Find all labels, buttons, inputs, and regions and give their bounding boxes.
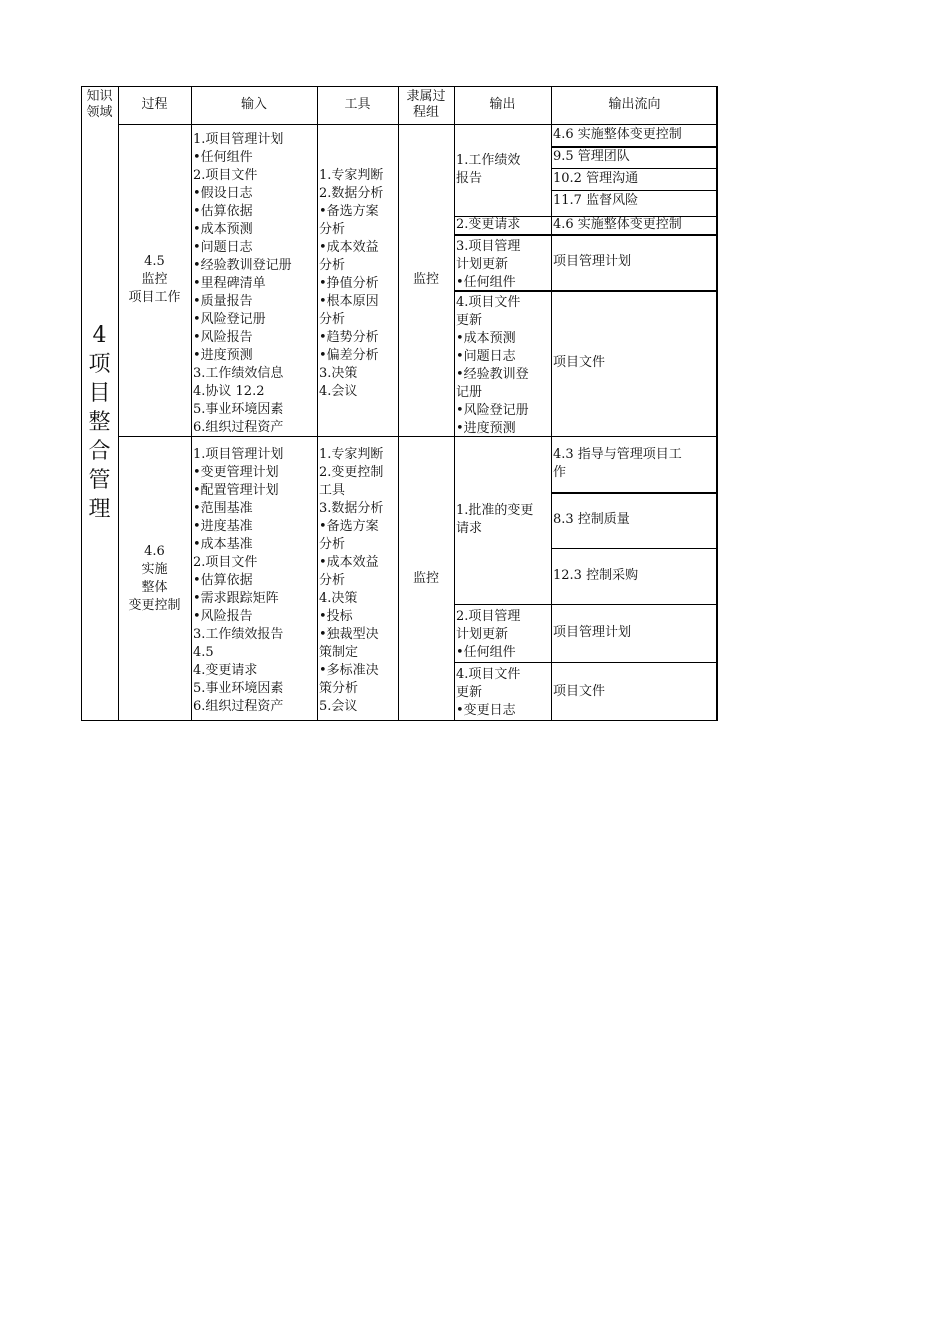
grid-line — [191, 86, 192, 721]
flow-docs-update-4-5: 项目文件 — [553, 355, 606, 370]
output-plan-update-4-6: 2.项目管理 计划更新 •任何组件 — [456, 609, 521, 660]
flow-8-3: 8.3 控制质量 — [553, 512, 630, 527]
grid-line — [454, 86, 455, 721]
flow-10-2: 10.2 管理沟通 — [553, 171, 639, 186]
output-docs-update-4-6: 4.项目文件 更新 •变更日志 — [456, 667, 521, 718]
flow-9-5: 9.5 管理团队 — [553, 149, 630, 164]
grid-line — [454, 604, 718, 605]
knowledge-area-label: 4 项 目 整 合 管 理 — [88, 323, 111, 522]
inputs-4-6: 1.项目管理计划 •变更管理计划 •配置管理计划 •范围基准 •进度基准 •成本基准 2.项目文件 •估算依据 •需求跟踪矩阵 •风险报告 3.工作绩效报告 4.5 4.变更请求 5.事业环境因素 6.组织过程资产 — [193, 447, 284, 714]
group-4-6: 监控 — [412, 570, 439, 586]
process-4-6: 4.6 实施 整体 变更控制 — [128, 543, 181, 613]
flow-plan-update-4-6: 项目管理计划 — [553, 625, 632, 640]
header-process: 过程 — [141, 97, 168, 112]
output-change-request: 2.变更请求 — [456, 217, 521, 232]
output-docs-update-4-5: 4.项目文件 更新 •成本预测 •问题日志 •经验教训登 记册 •风险登记册 •进度预测 — [456, 295, 529, 436]
grid-line — [118, 124, 718, 125]
header-output-flow: 输出流向 — [608, 97, 661, 112]
grid-line — [454, 662, 718, 663]
output-approved-change: 1.批准的变更 请求 — [456, 503, 534, 536]
grid-line — [551, 548, 718, 549]
output-plan-update-4-5: 3.项目管理 计划更新 •任何组件 — [456, 239, 521, 290]
grid-line — [551, 168, 718, 169]
process-table — [81, 86, 718, 721]
flow-4-6: 4.6 实施整体变更控制 — [553, 127, 682, 142]
grid-line — [551, 86, 552, 721]
grid-line — [317, 86, 318, 721]
grid-line — [398, 86, 399, 721]
flow-12-3: 12.3 控制采购 — [553, 568, 639, 583]
output-work-performance-report: 1.工作绩效 报告 — [456, 153, 521, 186]
flow-docs-update-4-6: 项目文件 — [553, 683, 606, 699]
process-4-5: 4.5 监控 项目工作 — [128, 254, 181, 305]
grid-line — [454, 290, 718, 292]
header-output: 输出 — [489, 97, 516, 112]
grid-line — [118, 86, 119, 721]
flow-plan-update-4-5: 项目管理计划 — [553, 254, 632, 269]
header-process-group: 隶属过 程组 — [406, 89, 446, 120]
header-input: 输入 — [240, 97, 267, 112]
grid-line — [551, 146, 718, 148]
flow-11-7: 11.7 监督风险 — [553, 193, 639, 208]
group-4-5: 监控 — [412, 272, 439, 287]
grid-line — [551, 190, 718, 191]
grid-line — [716, 86, 718, 721]
grid-line — [454, 216, 718, 217]
grid-line — [81, 86, 718, 87]
grid-line — [118, 436, 718, 437]
flow-change-request: 4.6 实施整体变更控制 — [553, 217, 682, 232]
flow-4-3: 4.3 指导与管理项目工 作 — [553, 447, 682, 480]
grid-line — [551, 492, 718, 494]
grid-line — [81, 720, 718, 721]
header-knowledge-area: 知识 领域 — [86, 89, 113, 120]
header-tool: 工具 — [344, 97, 371, 112]
inputs-4-5: 1.项目管理计划 •任何组件 2.项目文件 •假设日志 •估算依据 •成本预测 •问题日志 •经验教训登记册 •里程碑清单 •质量报告 •风险登记册 •风险报告 •进度预测 3.工作绩效信息 4.协议 12.2 5.事业环境因素 6.组织过程资产 — [193, 132, 292, 435]
tools-4-5: 1.专家判断 2.数据分析 •备选方案 分析 •成本效益 分析 •挣值分析 •根本原因 分析 •趋势分析 •偏差分析 3.决策 4.会议 — [319, 168, 384, 399]
grid-line — [454, 234, 718, 236]
grid-line — [81, 86, 82, 721]
tools-4-6: 1.专家判断 2.变更控制 工具 3.数据分析 •备选方案 分析 •成本效益 分析 4.决策 •投标 •独裁型决 策制定 •多标准决 策分析 5.会议 — [319, 447, 384, 714]
